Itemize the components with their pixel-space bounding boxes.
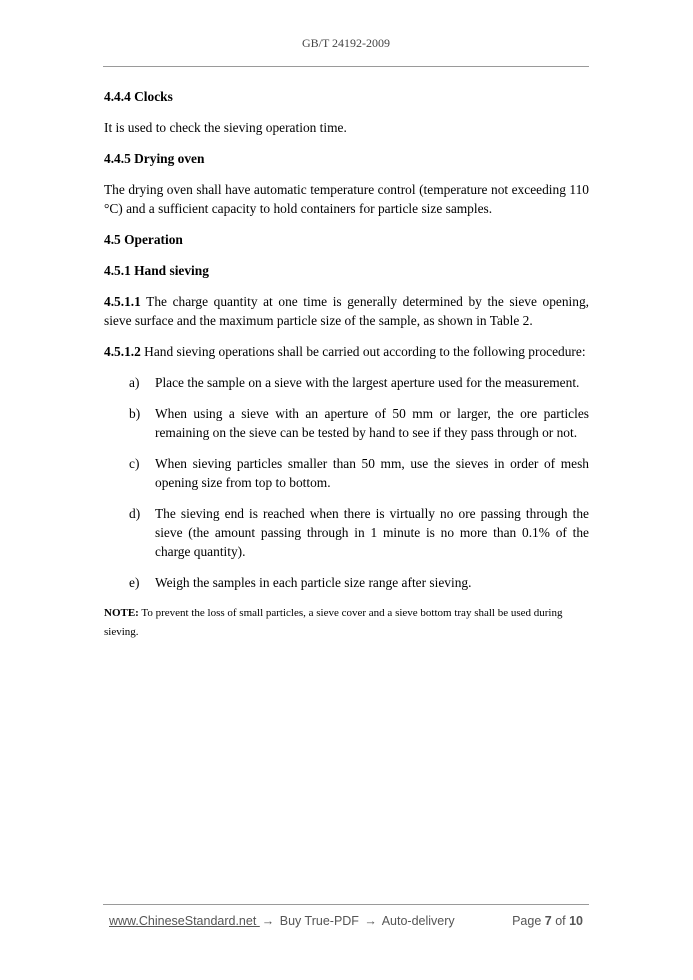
document-body	[104, 87, 589, 642]
note	[104, 604, 589, 642]
page-footer	[103, 904, 589, 933]
section-heading-4-5-1: 4.5.1 Hand sieving	[104, 263, 209, 278]
list-item-text: When sieving particles smaller than 50 mm, use the sieves in order of mesh opening size from top to bottom.	[155, 456, 589, 490]
clause-number: 4.5.1.1	[104, 294, 141, 309]
arrow-right-icon: →	[364, 914, 377, 928]
section-heading-4-5: 4.5 Operation	[104, 232, 183, 247]
list-marker: b)	[129, 406, 141, 421]
total-pages: 10	[569, 914, 583, 928]
section-heading-4-4-5: 4.4.5 Drying oven	[104, 151, 205, 166]
list-item-text: Place the sample on a sieve with the largest aperture used for the measurement.	[155, 375, 580, 390]
section-heading-4-4-4: 4.4.4 Clocks	[104, 89, 173, 104]
page-indicator	[512, 914, 583, 928]
list-item-text: When using a sieve with an aperture of 50 mm or larger, the ore particles remaining on the sieve can be tested by hand to see if they pass through or not.	[155, 406, 589, 440]
section-text-4-4-5: The drying oven shall have automatic temperature control (temperature not exceeding 110 °C) and a sufficient capacity to hold containers for particle size samples.	[104, 182, 589, 216]
clause-text: Hand sieving operations shall be carried out according to the following procedure:	[140, 344, 586, 359]
clause-number: 4.5.1.2	[104, 344, 141, 359]
note-text: To prevent the loss of small particles, a sieve cover and a sieve bottom tray shall be used during sieving.	[104, 607, 563, 638]
list-item-text: The sieving end is reached when there is virtually no ore passing through the sieve (the amount passing through in 1 minute is no more than 0.1% of the charge quantity).	[155, 506, 589, 559]
document-id: GB/T 24192-2009	[301, 36, 391, 50]
procedure-list	[104, 373, 589, 592]
delivery-text: Auto-delivery	[378, 914, 455, 928]
clause-4-5-1-1	[104, 292, 589, 330]
clause-text: The charge quantity at one time is generally determined by the sieve opening, sieve surface and the maximum particle size of the sample, as shown in Table 2.	[104, 294, 589, 328]
list-marker: c)	[129, 456, 140, 471]
arrow-right-icon: →	[261, 914, 275, 928]
list-marker: a)	[129, 375, 140, 390]
current-page: 7	[544, 914, 552, 928]
of-word: of	[551, 914, 570, 928]
site-link[interactable]: www.ChineseStandard.net	[109, 914, 260, 928]
footer-promo	[109, 914, 455, 928]
list-item	[104, 504, 589, 561]
page-word: Page	[512, 914, 545, 928]
list-item	[104, 454, 589, 492]
list-item	[104, 404, 589, 442]
page-header	[103, 36, 589, 67]
buy-pdf-text: Buy True-PDF	[276, 914, 363, 928]
note-label: NOTE:	[104, 607, 139, 619]
list-item	[104, 373, 589, 392]
list-marker: d)	[129, 506, 141, 521]
list-item	[104, 573, 589, 592]
list-item-text: Weigh the samples in each particle size range after sieving.	[155, 575, 472, 590]
list-marker: e)	[129, 575, 140, 590]
section-text-4-4-4: It is used to check the sieving operation time.	[104, 120, 347, 135]
clause-4-5-1-2	[104, 342, 589, 361]
